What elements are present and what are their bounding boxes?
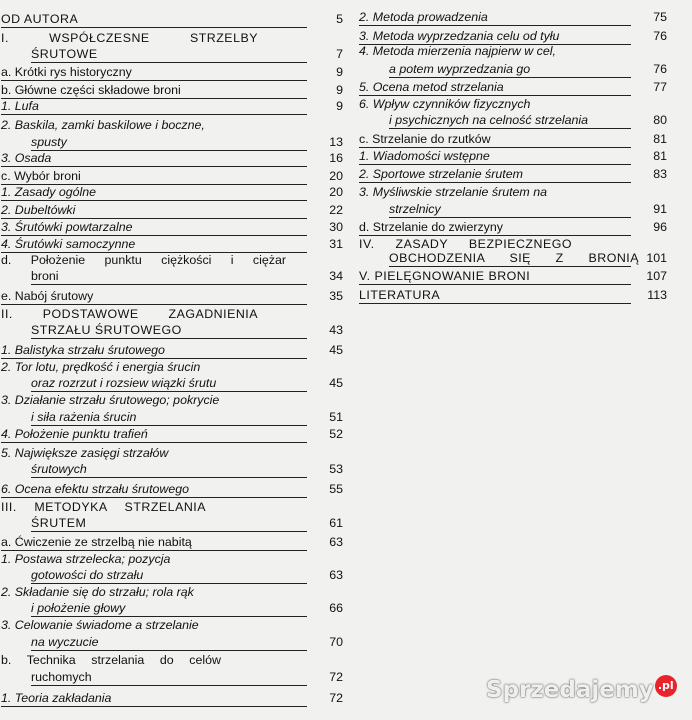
toc-entry-page: 16 (329, 151, 343, 165)
toc-entry-title: b. Technika strzelania do celów (1, 653, 221, 667)
toc-entry-title: IV. ZASADY BEZPIECZNEGO (359, 237, 572, 251)
toc-entry-rule (31, 62, 307, 63)
toc-entry-page: 45 (329, 376, 343, 390)
toc-entry-page: 31 (329, 237, 343, 251)
toc-entry (359, 79, 667, 95)
toc-entry-title: 1. Lufa (1, 99, 39, 113)
toc-entry-page: 63 (329, 568, 343, 582)
toc-entry (1, 306, 343, 322)
toc-entry-page: 107 (646, 269, 667, 283)
toc-entry (1, 252, 343, 268)
toc-entry (1, 82, 343, 98)
toc-entry-page: 63 (329, 535, 343, 549)
toc-entry-page: 45 (329, 343, 343, 357)
toc-entry-rule (389, 217, 631, 218)
toc-entry-page: 96 (653, 220, 667, 234)
toc-entry-rule (1, 304, 307, 305)
toc-entry-rule (389, 266, 631, 267)
toc-entry-title: broni (31, 269, 59, 283)
toc-entry-page: 72 (329, 691, 343, 705)
toc-entry-page: 91 (653, 202, 667, 216)
toc-entry (31, 669, 343, 685)
toc-entry-title: 6. Wpływ czynników fizycznych (359, 97, 531, 111)
toc-entry-title: 3. Myśliwskie strzelanie śrutem na (359, 185, 547, 199)
toc-entry (1, 30, 343, 46)
toc-entry-page: 5 (336, 12, 343, 26)
toc-entry-page: 66 (329, 601, 343, 615)
toc-entry-title: OBCHODZENIA SIĘ Z BRONIĄ (389, 251, 639, 265)
toc-entry-title: 2. Sportowe strzelanie śrutem (359, 167, 523, 181)
toc-entry-page: 75 (653, 10, 667, 24)
toc-entry-page: 61 (329, 516, 343, 530)
toc-entry-title: na wyczucie (31, 635, 99, 649)
toc-entry-page: 83 (653, 167, 667, 181)
toc-entry (1, 288, 343, 304)
toc-entry-title: 1. Wiadomości wstępne (359, 149, 490, 163)
toc-entry (359, 268, 667, 284)
toc-entry (31, 567, 343, 583)
toc-entry (31, 461, 343, 477)
toc-entry-title: i siła rażenia śrucin (31, 410, 137, 424)
toc-entry-title: a potem wyprzedzania go (389, 62, 531, 76)
toc-entry (359, 287, 667, 303)
toc-entry-title: c. Wybór broni (1, 169, 81, 183)
toc-entry-title: spusty (31, 135, 67, 149)
toc-entry-title: i położenie głowy (31, 601, 126, 615)
toc-entry-title: 2. Dubeltówki (1, 203, 76, 217)
toc-entry-title: oraz rozrzut i rozsiew wiązki śrutu (31, 376, 217, 390)
toc-entry-rule (1, 114, 307, 115)
toc-entry-title: śrutowych (31, 462, 87, 476)
toc-entry-page: 34 (329, 269, 343, 283)
toc-entry-rule (359, 25, 631, 26)
toc-entry-rule (1, 200, 307, 201)
toc-entry-title: 3. Śrutówki powtarzalne (1, 220, 133, 234)
toc-entry-title: strzelnicy (389, 202, 441, 216)
toc-entry-rule (31, 650, 307, 651)
toc-entry-page: 70 (329, 635, 343, 649)
toc-entry (31, 600, 343, 616)
toc-entry (1, 499, 343, 515)
toc-entry (389, 250, 667, 266)
toc-entry (359, 28, 667, 44)
toc-entry (1, 219, 343, 235)
toc-entry (31, 322, 343, 338)
toc-entry (1, 481, 343, 497)
toc-entry-page: 22 (329, 203, 343, 217)
toc-entry-page: 9 (336, 65, 343, 79)
toc-entry (389, 61, 667, 77)
toc-entry-rule (359, 182, 631, 183)
toc-entry-title: c. Strzelanie do rzutków (359, 132, 491, 146)
toc-entry-title: 4. Położenie punktu trafień (1, 427, 148, 441)
toc-entry (359, 166, 667, 182)
toc-entry (1, 150, 343, 166)
toc-entry-page: 72 (329, 670, 343, 684)
toc-entry-title: II. PODSTAWOWE ZAGADNIENIA (1, 307, 258, 321)
toc-entry (1, 584, 343, 600)
toc-entry-title: b. Główne części składowe broni (1, 83, 181, 97)
toc-entry-page: 35 (329, 289, 343, 303)
toc-entry (1, 445, 343, 461)
toc-entry-title: 4. Śrutówki samoczynne (1, 237, 136, 251)
toc-entry-rule (359, 303, 631, 304)
toc-entry-rule (1, 706, 307, 707)
toc-entry-title: 1. Postawa strzelecka; pozycja (1, 552, 171, 566)
toc-entry-rule (1, 166, 307, 167)
toc-entry (1, 11, 343, 27)
toc-entry-title: e. Nabój śrutowy (1, 289, 94, 303)
toc-entry-title: 2. Metoda prowadzenia (359, 10, 488, 24)
toc-entry-title: 2. Tor lotu, prędkość i energia śrucin (1, 360, 201, 374)
toc-entry-page: 55 (329, 482, 343, 496)
toc-entry-title: 1. Zasady ogólne (1, 185, 97, 199)
toc-entry-rule (389, 77, 631, 78)
toc-entry (1, 202, 343, 218)
toc-entry-title: 4. Metoda mierzenia najpierw w cel, (359, 44, 556, 58)
toc-entry (389, 201, 667, 217)
toc-entry-page: 52 (329, 427, 343, 441)
toc-entry-rule (359, 284, 631, 285)
toc-entry-title: 1. Balistyka strzału śrutowego (1, 343, 165, 357)
toc-entry-title: 2. Baskila, zamki baskilowe i boczne, (1, 118, 205, 132)
toc-entry (31, 515, 343, 531)
toc-entry-page: 20 (329, 169, 343, 183)
toc-entry-page: 81 (653, 149, 667, 163)
toc-entry-page: 9 (336, 99, 343, 113)
toc-entry-rule (1, 497, 307, 498)
toc-entry (31, 46, 343, 62)
toc-entry-rule (1, 80, 307, 81)
toc-entry (359, 148, 667, 164)
watermark-badge: .pl (655, 675, 677, 697)
toc-entry-title: STRZAŁU ŚRUTOWEGO (31, 323, 182, 337)
toc-entry-title: LITERATURA (359, 288, 441, 302)
toc-entry-title: 2. Składanie się do strzału; rola rąk (1, 585, 194, 599)
toc-entry (359, 96, 667, 112)
toc-entry-page: 81 (653, 132, 667, 146)
toc-entry-rule (359, 164, 631, 165)
toc-entry-rule (389, 128, 631, 129)
toc-entry (31, 409, 343, 425)
toc-entry-rule (31, 531, 307, 532)
toc-entry (359, 184, 667, 200)
toc-entry-title: a. Krótki rys historyczny (1, 65, 132, 79)
toc-entry (1, 617, 343, 633)
toc-entry-page: 9 (336, 83, 343, 97)
toc-entry (1, 342, 343, 358)
watermark-logo (486, 668, 692, 712)
toc-entry-title: 3. Celowanie świadome a strzelanie (1, 618, 199, 632)
toc-entry (1, 184, 343, 200)
toc-entry-page: 80 (653, 113, 667, 127)
watermark-text: Sprzedajemy (486, 677, 654, 703)
toc-entry (359, 131, 667, 147)
toc-entry (1, 551, 343, 567)
toc-entry-page: 113 (647, 288, 667, 302)
toc-entry-title: d. Strzelanie do zwierzyny (359, 220, 503, 234)
toc-entry (1, 64, 343, 80)
toc-entry (359, 9, 667, 25)
toc-entry-page: 7 (336, 47, 343, 61)
toc-entry-page: 101 (646, 251, 667, 265)
toc-entry-rule (1, 27, 307, 28)
toc-entry-rule (31, 685, 307, 686)
toc-entry (1, 534, 343, 550)
toc-entry-page: 77 (653, 80, 667, 94)
toc-entry (359, 43, 667, 59)
toc-entry-title: 6. Ocena efektu strzału śrutowego (1, 482, 190, 496)
toc-entry-title: III. METODYKA STRZELANIA (1, 500, 206, 514)
toc-entry (1, 168, 343, 184)
toc-entry (389, 112, 667, 128)
toc-entry-rule (1, 442, 307, 443)
toc-entry (1, 359, 343, 375)
toc-entry (1, 98, 343, 114)
toc-entry-title: ruchomych (31, 670, 92, 684)
toc-entry (31, 634, 343, 650)
toc-entry (359, 219, 667, 235)
toc-entry-title: 1. Teoria zakładania (1, 691, 112, 705)
toc-entry-page: 51 (329, 410, 343, 424)
toc-entry (1, 117, 343, 133)
toc-entry-page: 76 (653, 29, 667, 43)
toc-entry-rule (31, 284, 307, 285)
toc-entry-title: 5. Największe zasięgi strzałów (1, 446, 169, 460)
toc-entry-title: i psychicznych na celność strzelania (389, 113, 589, 127)
toc-entry (31, 268, 343, 284)
toc-entry-title: gotowości do strzału (31, 568, 144, 582)
toc-entry-title: ŚRUTEM (31, 516, 87, 530)
toc-entry (1, 392, 343, 408)
toc-entry-title: 3. Działanie strzału śrutowego; pokrycie (1, 393, 220, 407)
toc-entry (1, 652, 343, 668)
toc-entry-title: 5. Ocena metod strzelania (359, 80, 504, 94)
toc-entry-title: 3. Osada (1, 151, 52, 165)
toc-entry-title: d. Położenie punktu ciężkości i ciężar (1, 253, 286, 267)
toc-entry-rule (31, 477, 307, 478)
toc-entry-title: I. WSPÓŁCZESNE STRZELBY (1, 31, 258, 45)
toc-entry (31, 134, 343, 150)
toc-entry-title: V. PIELĘGNOWANIE BRONI (359, 269, 531, 283)
toc-entry (1, 690, 343, 706)
toc-entry-page: 30 (329, 220, 343, 234)
toc-entry (31, 375, 343, 391)
toc-entry-page: 43 (329, 323, 343, 337)
toc-entry-page: 76 (653, 62, 667, 76)
toc-entry-page: 13 (329, 135, 343, 149)
toc-entry (1, 426, 343, 442)
toc-entry-title: OD AUTORA (1, 12, 79, 26)
toc-entry-page: 53 (329, 462, 343, 476)
toc-entry-page: 20 (329, 185, 343, 199)
toc-entry-title: ŚRUTOWE (31, 47, 98, 61)
toc-entry-title: 3. Metoda wyprzedzania celu od tyłu (359, 29, 560, 43)
toc-entry (1, 236, 343, 252)
toc-entry-rule (31, 338, 307, 339)
toc-entry-title: a. Ćwiczenie ze strzelbą nie nabitą (1, 535, 192, 549)
